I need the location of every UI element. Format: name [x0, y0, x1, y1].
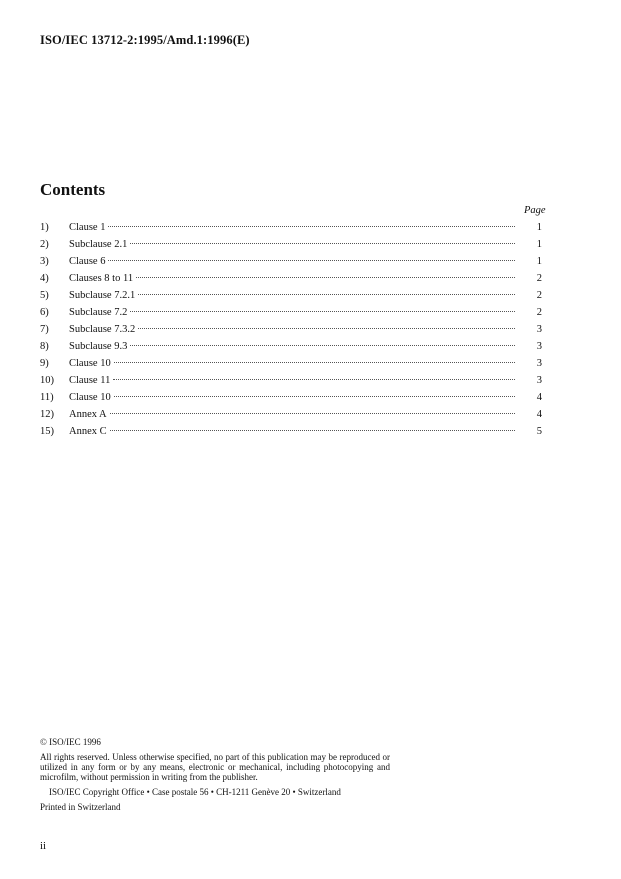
toc-entry-number: 9): [40, 358, 49, 369]
toc-entry-number: 6): [40, 307, 49, 318]
toc-entry-page: 4: [536, 392, 542, 403]
toc-entry-number: 15): [40, 426, 54, 437]
toc-entry-label: Clause 1: [69, 222, 106, 233]
toc-entry-page: 3: [536, 375, 542, 386]
toc-entry-page: 3: [536, 358, 542, 369]
toc-entry-page: 5: [536, 426, 542, 437]
toc-entry-number: 3): [40, 256, 49, 267]
toc-entry[interactable]: [40, 273, 550, 290]
toc-entry[interactable]: [40, 375, 550, 392]
dot-leader: [136, 277, 515, 278]
toc-entry[interactable]: [40, 290, 550, 307]
copyright-office-address: ISO/IEC Copyright Office • Case postale 56 • CH-1211 Genève 20 • Switzerland: [49, 787, 341, 797]
dot-leader: [130, 311, 515, 312]
dot-leader: [114, 362, 515, 363]
toc-entry-number: 2): [40, 239, 49, 250]
copyright-notice: © ISO/IEC 1996: [40, 737, 101, 747]
toc-entry-label: Clauses 8 to 11: [69, 273, 134, 284]
printed-location: Printed in Switzerland: [40, 802, 121, 812]
toc-entry-label: Clause 11: [69, 375, 111, 386]
page-number: ii: [40, 840, 47, 852]
toc-entry-page: 2: [536, 273, 542, 284]
dot-leader: [108, 260, 515, 261]
toc-entry-number: 8): [40, 341, 49, 352]
toc-entry-label: Annex A: [69, 409, 107, 420]
toc-entry-label: Clause 6: [69, 256, 106, 267]
toc-entry[interactable]: [40, 409, 550, 426]
toc-entry-number: 4): [40, 273, 49, 284]
toc-entry-label: Clause 10: [69, 358, 111, 369]
dot-leader: [130, 243, 515, 244]
toc-entry-label: Annex C: [69, 426, 107, 437]
toc-entry[interactable]: [40, 256, 550, 273]
toc-entry-page: 3: [536, 341, 542, 352]
toc-entry[interactable]: [40, 341, 550, 358]
toc-entry[interactable]: [40, 324, 550, 341]
dot-leader: [138, 328, 515, 329]
dot-leader: [108, 226, 515, 227]
toc-entry[interactable]: [40, 307, 550, 324]
toc-entry-number: 7): [40, 324, 49, 335]
rights-statement: All rights reserved. Unless otherwise specified, no part of this publication may be reproduced or utilized in any form or by any means, electronic or mechanical, including photocopying and microfilm, without permission in writing from the publisher.: [40, 752, 390, 782]
toc-entry-number: 5): [40, 290, 49, 301]
dot-leader: [130, 345, 515, 346]
toc-entry-number: 10): [40, 375, 54, 386]
toc-entry-number: 11): [40, 392, 54, 403]
copyright-block: [40, 737, 390, 812]
toc-entry-page: 2: [536, 290, 542, 301]
toc-entry-number: 12): [40, 409, 54, 420]
toc-entry-page: 3: [536, 324, 542, 335]
dot-leader: [138, 294, 515, 295]
dot-leader: [110, 413, 515, 414]
toc-entry-number: 1): [40, 222, 49, 233]
toc-entry-page: 1: [536, 222, 542, 233]
toc-entry[interactable]: [40, 392, 550, 409]
toc-entry-page: 1: [536, 239, 542, 250]
dot-leader: [113, 379, 515, 380]
toc-entry-page: 1: [536, 256, 542, 267]
toc-entry-page: 2: [536, 307, 542, 318]
table-of-contents: [40, 222, 550, 443]
toc-entry-label: Clause 10: [69, 392, 111, 403]
toc-entry-label: Subclause 9.3: [69, 341, 128, 352]
toc-entry[interactable]: [40, 358, 550, 375]
toc-entry-label: Subclause 7.3.2: [69, 324, 136, 335]
dot-leader: [110, 430, 515, 431]
toc-entry-label: Subclause 2.1: [69, 239, 128, 250]
dot-leader: [114, 396, 515, 397]
toc-entry[interactable]: [40, 222, 550, 239]
toc-entry-page: 4: [536, 409, 542, 420]
toc-entry-label: Subclause 7.2.1: [69, 290, 136, 301]
toc-entry[interactable]: [40, 426, 550, 443]
document-identifier: ISO/IEC 13712-2:1995/Amd.1:1996(E): [40, 33, 250, 47]
toc-entry[interactable]: [40, 239, 550, 256]
contents-heading: Contents: [40, 180, 106, 199]
toc-entry-label: Subclause 7.2: [69, 307, 128, 318]
page-column-label: Page: [524, 205, 546, 216]
